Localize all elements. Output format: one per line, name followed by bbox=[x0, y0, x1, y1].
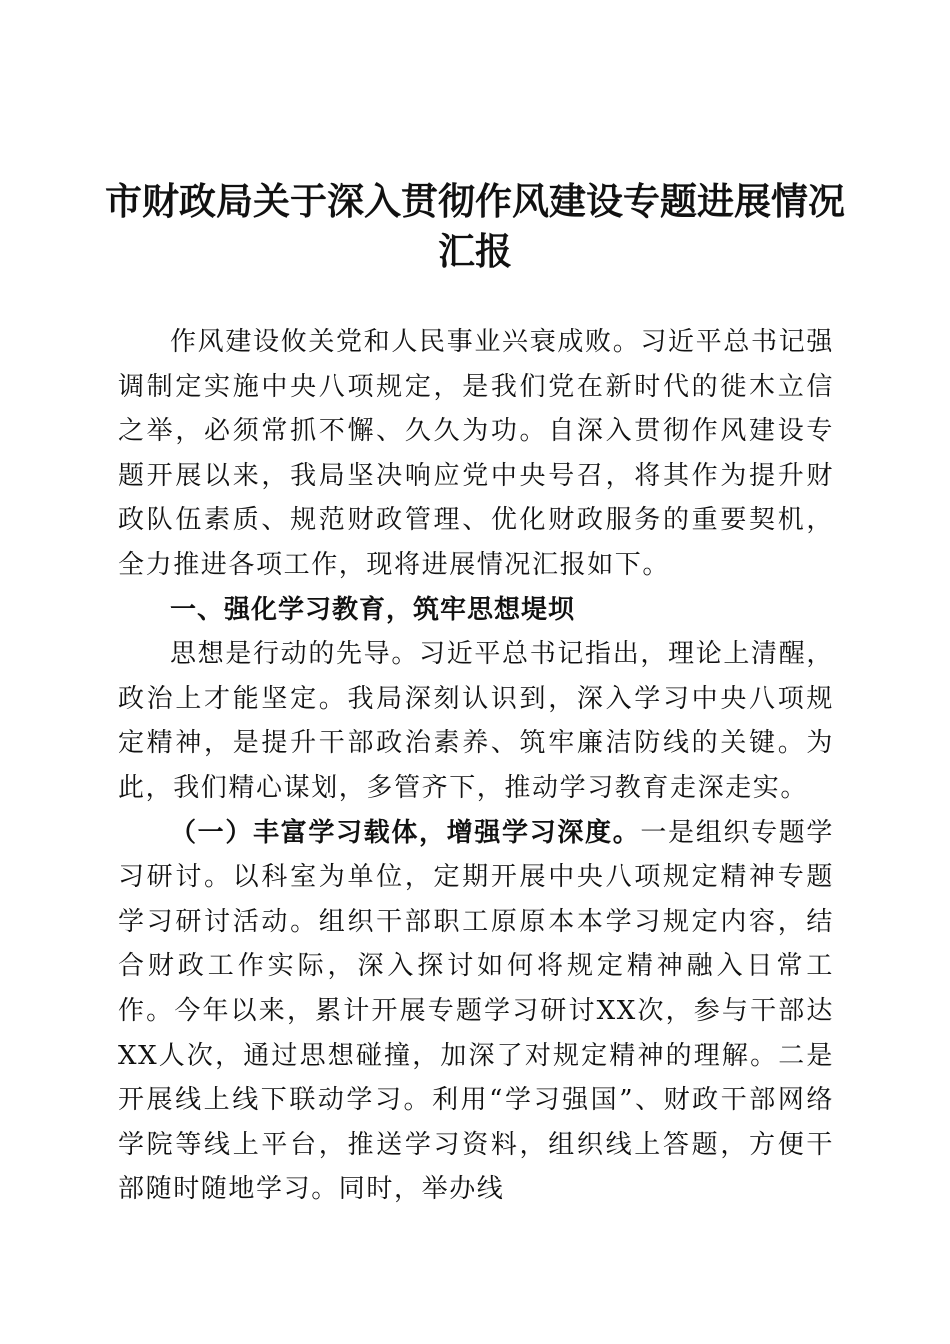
subsection-1-text: 一是组织专题学习研讨。以科室为单位，定期开展中央八项规定精神专题学习研讨活动。组织干部职工原原本本学习规定内容，结合财政工作实际，深入探讨如何将规定精神融入日常工作。今年以来，累计开展专题学习研讨XX次，参与干部达XX人次，通过思想碰撞，加深了对规定精神的理解。二是开展线上线下联动学习。利用“学习强国”、财政干部网络学院等线上平台，推送学习资料，组织线上答题，方便干部随时随地学习。同时，举办线 bbox=[118, 817, 835, 1205]
intro-paragraph: 作风建设攸关党和人民事业兴衰成败。习近平总书记强调制定实施中央八项规定，是我们党在新时代的徙木立信之举，必须常抓不懈、久久为功。自深入贯彻作风建设专题开展以来，我局坚决响应党中央号召，将其作为提升财政队伍素质、规范财政管理、优化财政服务的重要契机，全力推进各项工作，现将进展情况汇报如下。 bbox=[118, 327, 834, 580]
title-line-1: 市财政局关于深入贯彻作风建设专题进展情况 bbox=[105, 179, 845, 223]
section-1-paragraph: 思想是行动的先导。习近平总书记指出，理论上清醒，政治上才能坚定。我局深刻认识到，深入学习中央八项规定精神，是提升干部政治素养、筑牢廉洁防线的关键。为此，我们精心谋划，多管齐下，推动学习教育走深走实。 bbox=[118, 639, 834, 803]
subsection-1-paragraph bbox=[118, 811, 834, 1212]
document-body bbox=[118, 320, 834, 1212]
subsection-1-lead: （一）丰富学习载体，增强学习深度。 bbox=[170, 817, 641, 848]
document-title bbox=[100, 176, 850, 276]
section-1-heading: 一、强化学习教育，筑牢思想堤坝 bbox=[170, 594, 576, 625]
title-line-2: 汇报 bbox=[438, 229, 512, 273]
